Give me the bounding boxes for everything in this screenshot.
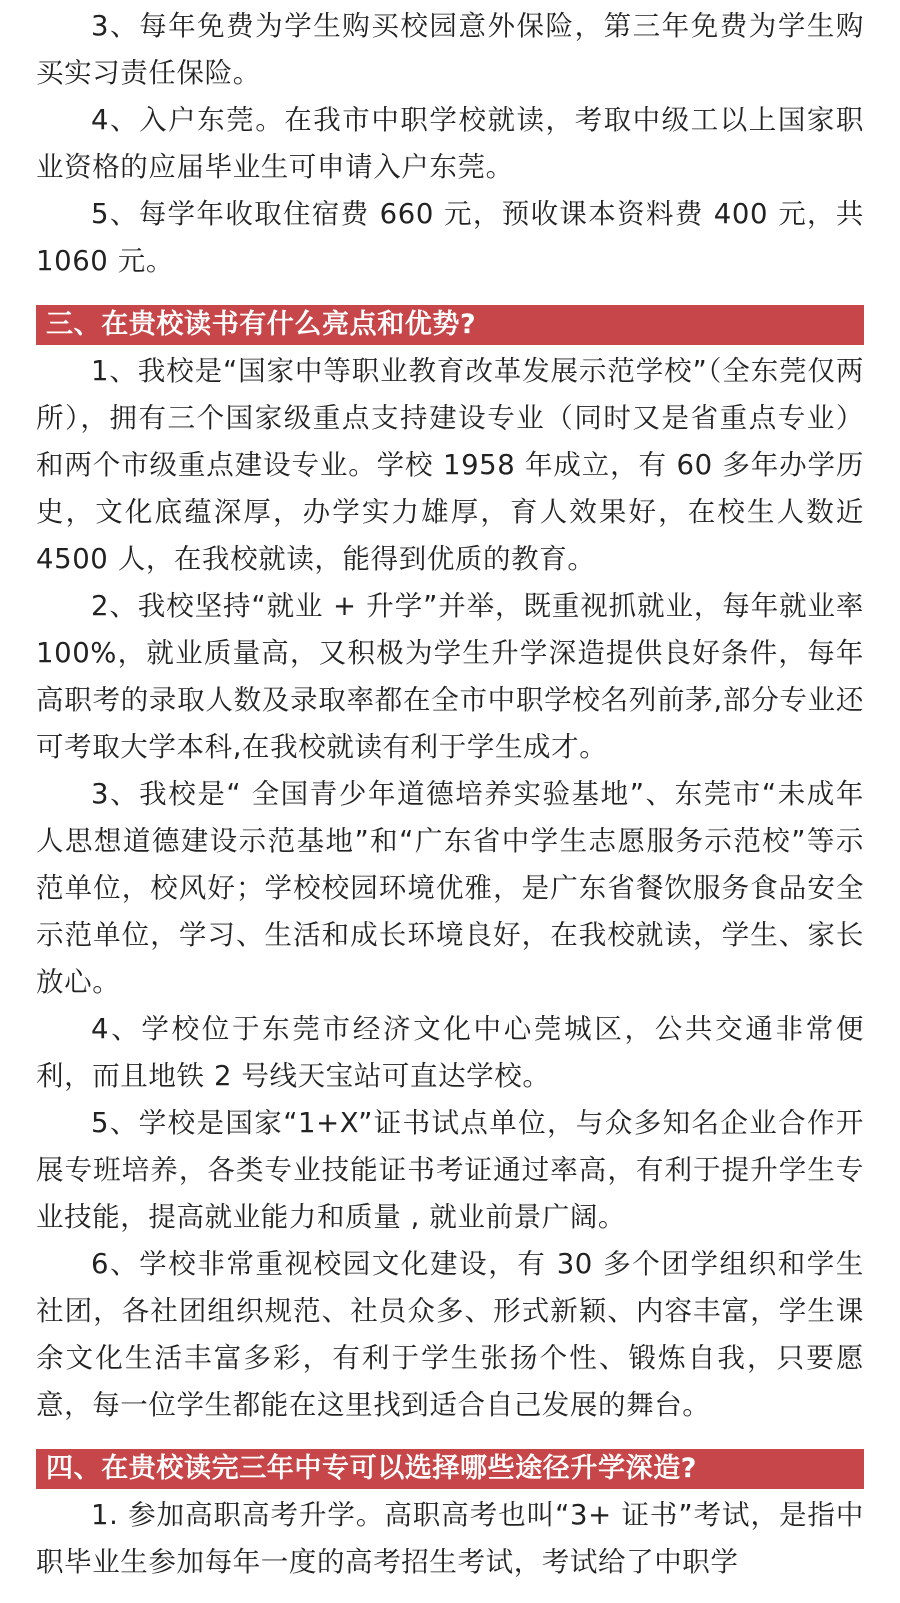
section-4-header: 四、在贵校读完三年中专可以选择哪些途径升学深造? [36,1449,864,1489]
paragraph-advantage-5: 5、学校是国家“1+X”证书试点单位，与众多知名企业合作开展专班培养，各类专业技能证书考证通过率高，有利于提升学生专业技能，提高就业能力和质量 , 就业前景广阔。 [36,1107,864,1233]
section-3-header: 三、在贵校读书有什么亮点和优势? [36,305,864,345]
paragraph-advantage-3: 3、我校是“ 全国青少年道德培养实验基地”、东莞市“未成年人思想道德建设示范基地”和“广东省中学生志愿服务示范校”等示范单位，校风好；学校校园环境优雅，是广东省餐饮服务食品安全示范单位，学习、生活和成长环境良好，在我校就读，学生、家长放心。 [36,778,864,998]
paragraph-advantage-2: 2、我校坚持“就业 + 升学”并举，既重视抓就业，每年就业率 100%，就业质量高，又积极为学生升学深造提供良好条件，每年高职考的录取人数及录取率都在全市中职学校名列前茅,部分专业还可考取大学本科,在我校就读有利于学生成才。 [36,590,864,763]
paragraph-hukou: 4、入户东莞。在我市中职学校就读，考取中级工以上国家职业资格的应届毕业生可申请入户东莞。 [36,104,864,183]
paragraph-advantage-1: 1、我校是“国家中等职业教育改革发展示范学校”（全东莞仅两所），拥有三个国家级重点支持建设专业（同时又是省重点专业）和两个市级重点建设专业。学校 1958 年成立，有 60 多年办学历史，文化底蕴深厚，办学实力雄厚，育人效果好，在校生人数近 4500 人，在我校就读，能得到优质的教育。 [36,355,864,575]
paragraph-insurance: 3、每年免费为学生购买校园意外保险，第三年免费为学生购买实习责任保险。 [36,10,864,89]
paragraph-advantage-6: 6、学校非常重视校园文化建设，有 30 多个团学组织和学生社团，各社团组织规范、社员众多、形式新颖、内容丰富，学生课余文化生活丰富多彩，有利于学生张扬个性、锻炼自我，只要愿意，每一位学生都能在这里找到适合自己发展的舞台。 [36,1248,864,1421]
article-page [0,3,900,1603]
paragraph-pathway-1: 1. 参加高职高考升学。高职高考也叫“3+ 证书”考试，是指中职毕业生参加每年一度的高考招生考试，考试给了中职学 [36,1499,864,1578]
paragraph-fees: 5、每学年收取住宿费 660 元，预收课本资料费 400 元，共 1060 元。 [36,198,864,277]
paragraph-advantage-4: 4、学校位于东莞市经济文化中心莞城区，公共交通非常便利，而且地铁 2 号线天宝站可直达学校。 [36,1013,864,1092]
